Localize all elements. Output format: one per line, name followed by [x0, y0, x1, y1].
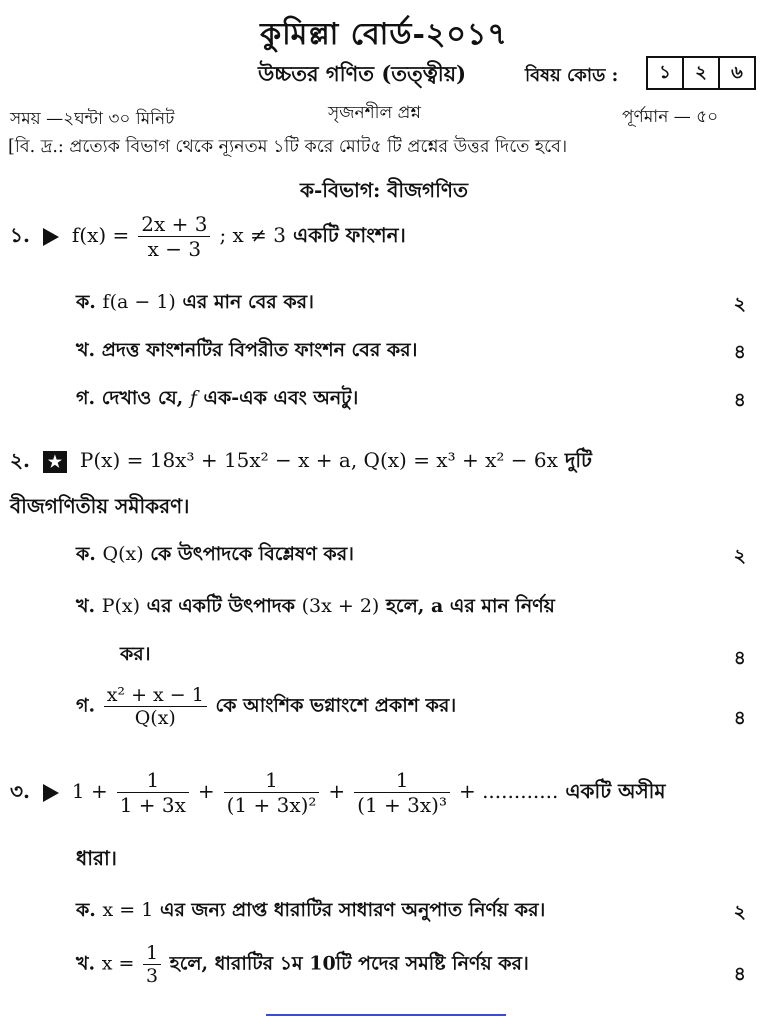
q1-c-mark: ৪	[733, 389, 746, 411]
question-number: ২.	[10, 448, 30, 472]
section-heading: ক-বিভাগ: বীজগণিত	[300, 178, 468, 202]
star-icon: ★	[43, 451, 67, 473]
question-2-line2: বীজগণিতীয় সমীকরণ।	[10, 494, 190, 518]
q2-part-a: ক. Q(x) কে উৎপাদকে বিশ্লেষণ কর।	[76, 543, 354, 565]
q2-b-mark: ৪	[733, 647, 746, 669]
exam-time: সময় —২ঘন্টা ৩০ মিনিট	[10, 109, 175, 129]
q1-part-a: ক. f(a − 1) এর মান বের কর।	[76, 291, 314, 313]
q1-a-mark: ২	[733, 293, 746, 315]
fraction: $\frac{\text{x² + x − 1}}{Q(x)}$	[104, 684, 207, 729]
question-number: ৩.	[10, 779, 30, 803]
question-3-line2: ধারা।	[76, 846, 117, 870]
footer-divider	[266, 1014, 506, 1016]
instruction-note: [বি. দ্র.: প্রত্যেক বিভাগ থেকে ন্যূনতম ১টি করে মোট৫ টি প্রশ্নের উত্তর দিতে হবে।	[8, 137, 568, 157]
subject-name: উচ্চতর গণিত (তত্ত্বীয়)	[258, 61, 467, 86]
q1-part-b: খ. প্রদত্ত ফাংশনটির বিপরীত ফাংশন বের কর।	[76, 339, 418, 361]
q1-b-mark: ৪	[733, 341, 746, 363]
play-bullet-icon	[43, 784, 59, 802]
q2-c-mark: ৪	[733, 707, 746, 729]
code-digit-2: ২	[682, 56, 720, 90]
fraction: $\frac{2x + 3}{x - 3}$	[138, 212, 210, 261]
subject-code-boxes	[648, 56, 756, 90]
q3-part-b: খ. x = $\frac{1}{3}$ হলে, ধারাটির ১ম 10টি পদের সমষ্টি নির্ণয় কর।	[76, 942, 529, 987]
q2-part-b: খ. P(x) এর একটি উৎপাদক (3x + 2) হলে, a এর মান নির্ণয়	[76, 595, 555, 617]
subject-code-label: বিষয় কোড :	[525, 65, 619, 86]
question-2-stem: ২. ★ P(x) = 18x³ + 15x² − x + a, Q(x) = x³ + x² − 6x দুটি	[10, 448, 592, 472]
code-digit-1: ১	[646, 56, 684, 90]
question-number: ১.	[10, 223, 30, 247]
question-1-stem: ১. f(x) = $\frac{2x + 3}{x - 3}$ ; x ≠ 3 একটি ফাংশন।	[10, 212, 406, 261]
q2-a-mark: ২	[733, 545, 746, 567]
full-marks: পূর্ণমান — ৫০	[622, 107, 719, 127]
q3-part-a: ক. x = 1 এর জন্য প্রাপ্ত ধারাটির সাধারণ অনুপাত নির্ণয় কর।	[76, 899, 546, 921]
fraction: $\frac{1}{1 + 3x}$	[117, 768, 189, 817]
play-bullet-icon	[43, 228, 59, 246]
fraction: $\frac{1}{\text{(1 + 3x)³}}$	[354, 768, 450, 817]
q1-part-c: গ. দেখাও যে, f এক-এক এবং অনটু।	[76, 387, 359, 409]
fraction: $\frac{1}{3}$	[143, 942, 161, 987]
code-digit-3: ৬	[718, 56, 756, 90]
q3-b-mark: ৪	[733, 963, 746, 985]
question-type: সৃজনশীল প্রশ্ন	[328, 103, 421, 123]
question-3-stem: ৩. 1 + $\frac{1}{1 + 3x}$ + $\frac{1}{\text{(1 + 3x)²}}$ + $\frac{1}{\text{(1 + 3x)³}}$ + ............ একটি অসীম	[10, 768, 666, 817]
q3-a-mark: ২	[733, 901, 746, 923]
fraction: $\frac{1}{\text{(1 + 3x)²}}$	[224, 768, 320, 817]
q2-part-c: গ. $\frac{\text{x² + x − 1}}{Q(x)}$ কে আংশিক ভগ্নাংশে প্রকাশ কর।	[76, 684, 457, 729]
page-title: কুমিল্লা বোর্ড-২০১৭	[260, 17, 508, 52]
q2-part-b-line2: কর।	[120, 643, 151, 665]
